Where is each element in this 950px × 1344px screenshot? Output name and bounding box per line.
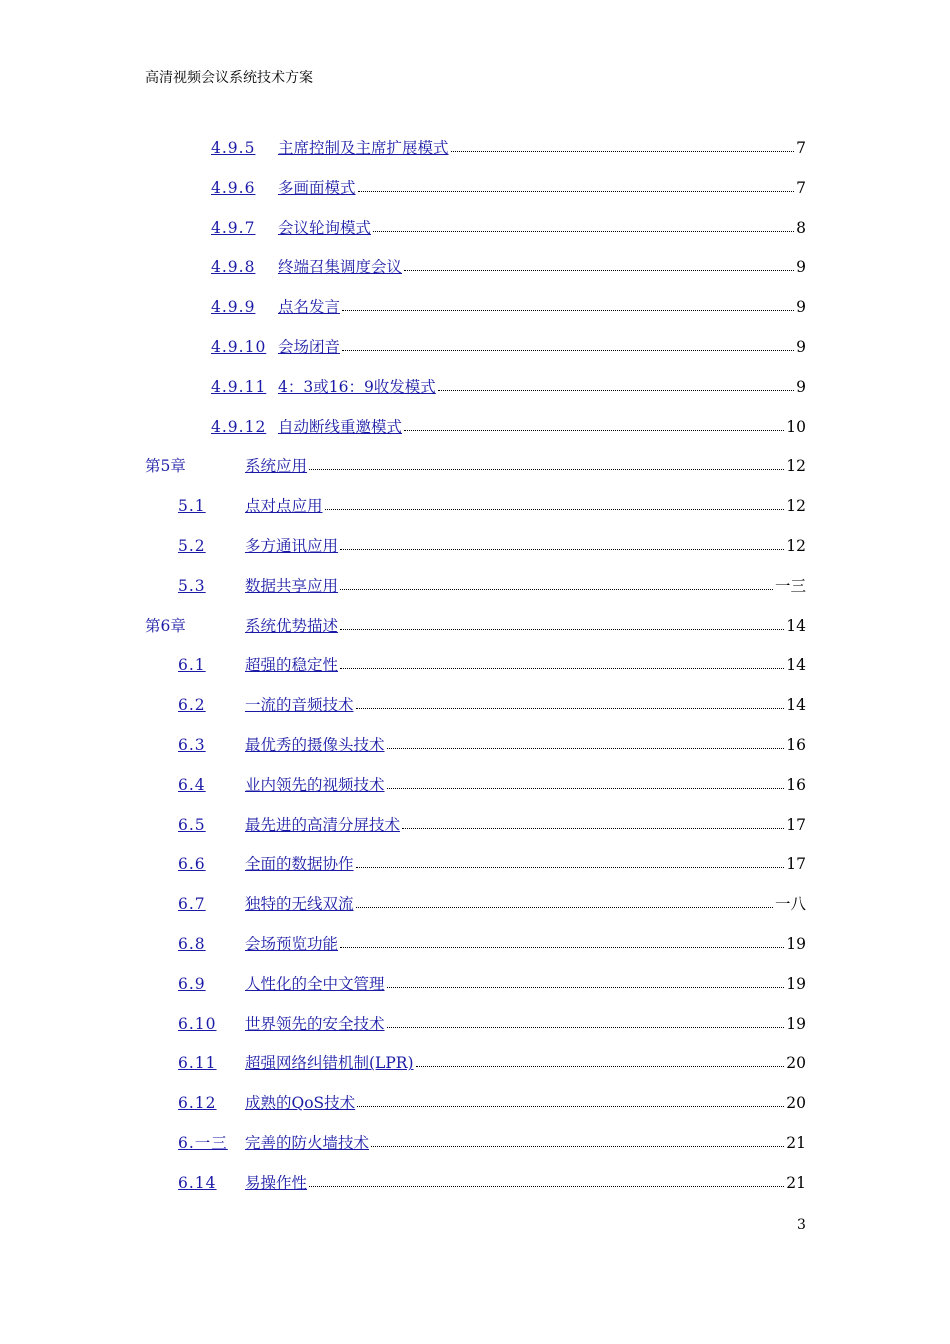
toc-entry[interactable] xyxy=(211,335,806,355)
toc-entry-page: 12 xyxy=(786,457,806,476)
toc-leader-dots xyxy=(387,748,785,749)
toc-entry-page: 7 xyxy=(796,178,806,197)
toc-entry-title[interactable]: 最先进的高清分屏技术 xyxy=(245,815,401,834)
toc-entry-number[interactable]: 6.11 xyxy=(178,1054,217,1073)
toc-entry-number[interactable]: 6.6 xyxy=(178,855,206,874)
toc-entry-page: 9 xyxy=(796,377,806,396)
toc-entry-page: 14 xyxy=(786,656,806,675)
toc-leader-dots xyxy=(340,629,784,630)
toc-entry-number[interactable]: 6.12 xyxy=(178,1094,217,1113)
toc-entry[interactable] xyxy=(178,1091,806,1111)
toc-leader-dots xyxy=(342,350,794,351)
toc-entry-number[interactable]: 6.10 xyxy=(178,1014,217,1033)
toc-entry-title[interactable]: 超强网络纠错机制(LPR) xyxy=(245,1054,414,1073)
toc-entry-title[interactable]: 易操作性 xyxy=(245,1173,308,1192)
toc-entry-page: 16 xyxy=(786,775,806,794)
toc-entry-number[interactable]: 5.2 xyxy=(178,537,206,555)
toc-entry-title[interactable]: 会议轮询模式 xyxy=(278,218,372,237)
toc-entry-page: 17 xyxy=(786,815,806,834)
toc-leader-dots xyxy=(340,549,784,550)
toc-entry-title[interactable]: 一流的音频技术 xyxy=(245,696,354,715)
toc-entry[interactable] xyxy=(178,852,806,872)
toc-entry-title[interactable]: 点名发言 xyxy=(278,298,341,317)
toc-entry-number[interactable]: 6.5 xyxy=(178,815,206,834)
toc-leader-dots xyxy=(404,270,794,271)
toc-entry-page: 9 xyxy=(796,338,806,356)
toc-entry-page: 19 xyxy=(786,1014,806,1033)
toc-entry-number[interactable]: 4.9.5 xyxy=(211,139,256,157)
toc-entry[interactable] xyxy=(178,574,806,594)
toc-entry-page: 12 xyxy=(786,497,806,516)
toc-entry-title[interactable]: 超强的稳定性 xyxy=(245,656,339,675)
toc-entry-number[interactable]: 4.9.11 xyxy=(211,377,267,396)
toc-leader-dots xyxy=(325,509,785,510)
toc-entry[interactable] xyxy=(211,295,806,315)
toc-entry[interactable] xyxy=(211,375,806,395)
toc-entry-page: 8 xyxy=(796,218,806,237)
toc-entry-page: 一八 xyxy=(774,895,806,914)
toc-entry-title[interactable]: 独特的无线双流 xyxy=(245,895,354,914)
toc-entry-number[interactable]: 4.9.12 xyxy=(211,417,267,436)
toc-leader-dots xyxy=(309,469,784,470)
toc-entry[interactable] xyxy=(178,693,806,713)
toc-entry[interactable] xyxy=(178,1171,806,1191)
toc-entry-page: 14 xyxy=(786,696,806,715)
toc-entry-page: 14 xyxy=(786,616,806,635)
toc-entry-number[interactable]: 6.1 xyxy=(178,656,206,675)
page-header: 高清视频会议系统技术方案 xyxy=(145,70,313,86)
toc-entry-title[interactable]: 点对点应用 xyxy=(245,497,323,516)
toc-entry-number[interactable]: 5.1 xyxy=(178,497,206,516)
toc-entry-number[interactable]: 6.8 xyxy=(178,935,206,953)
toc-leader-dots xyxy=(387,788,785,789)
toc-leader-dots xyxy=(356,867,785,868)
toc-entry-title[interactable]: 多画面模式 xyxy=(278,178,356,197)
toc-entry[interactable] xyxy=(145,614,806,634)
toc-entry-page: 21 xyxy=(786,1173,806,1192)
toc-entry-number[interactable]: 4.9.6 xyxy=(211,178,256,197)
toc-leader-dots xyxy=(438,390,794,391)
toc-entry-title[interactable]: 终端召集调度会议 xyxy=(278,258,403,277)
toc-leader-dots xyxy=(371,1146,784,1147)
toc-leader-dots xyxy=(404,430,784,431)
toc-entry[interactable] xyxy=(211,176,806,196)
toc-leader-dots xyxy=(309,1186,784,1187)
toc-entry[interactable] xyxy=(178,653,806,673)
toc-entry-title[interactable]: 会场预览功能 xyxy=(245,935,339,953)
toc-entry[interactable] xyxy=(145,454,806,474)
toc-entry-title[interactable]: 系统优势描述 xyxy=(245,616,339,635)
toc-entry[interactable] xyxy=(211,136,806,156)
toc-entry[interactable] xyxy=(178,733,806,753)
toc-leader-dots xyxy=(340,589,773,590)
toc-entry-page: 20 xyxy=(786,1054,806,1073)
toc-entry-number[interactable]: 第5章 xyxy=(145,457,186,476)
toc-entry[interactable] xyxy=(178,494,806,514)
toc-entry-title[interactable]: 会场闭音 xyxy=(278,338,341,356)
toc-leader-dots xyxy=(342,310,794,311)
toc-leader-dots xyxy=(357,1106,784,1107)
toc-entry-title[interactable]: 数据共享应用 xyxy=(245,576,339,595)
toc-entry-page: 19 xyxy=(786,935,806,953)
toc-entry-page: 7 xyxy=(796,139,806,157)
toc-leader-dots xyxy=(340,947,784,948)
toc-entry-page: 16 xyxy=(786,736,806,754)
toc-entry-number[interactable]: 第6章 xyxy=(145,616,186,635)
toc-entry-number[interactable]: 6.一三 xyxy=(178,1134,228,1152)
toc-entry[interactable] xyxy=(178,932,806,952)
toc-entry-number[interactable]: 4.9.7 xyxy=(211,218,256,237)
toc-entry[interactable] xyxy=(211,216,806,236)
toc-entry-title[interactable]: 业内领先的视频技术 xyxy=(245,775,385,794)
toc-entry-number[interactable]: 6.3 xyxy=(178,736,206,754)
toc-entry-title[interactable]: 系统应用 xyxy=(245,457,308,476)
toc-leader-dots xyxy=(373,231,794,232)
toc-entry-title[interactable]: 4：3或16：9收发模式 xyxy=(278,377,436,396)
toc-leader-dots xyxy=(451,151,795,152)
toc-entry-page: 10 xyxy=(786,417,806,436)
page-number: 3 xyxy=(797,1217,806,1233)
toc-entry-number[interactable]: 4.9.8 xyxy=(211,258,256,277)
toc-entry-title[interactable]: 主席控制及主席扩展模式 xyxy=(278,139,449,157)
toc-entry-number[interactable]: 5.3 xyxy=(178,576,206,595)
toc-entry-number[interactable]: 6.4 xyxy=(178,775,206,794)
toc-leader-dots xyxy=(402,828,784,829)
toc-entry[interactable] xyxy=(178,1012,806,1032)
toc-entry[interactable] xyxy=(211,415,806,435)
toc-entry-page: 一三 xyxy=(774,576,806,595)
toc-entry-title[interactable]: 世界领先的安全技术 xyxy=(245,1014,385,1033)
toc-entry-page: 19 xyxy=(786,974,806,993)
toc-entry-number[interactable]: 6.9 xyxy=(178,974,206,993)
toc-leader-dots xyxy=(358,191,795,192)
toc-entry-number[interactable]: 6.2 xyxy=(178,696,206,715)
toc-entry[interactable] xyxy=(178,813,806,833)
toc-entry-number[interactable]: 6.14 xyxy=(178,1173,217,1192)
toc-leader-dots xyxy=(387,987,785,988)
toc-entry-page: 17 xyxy=(786,855,806,874)
toc-entry-number[interactable]: 6.7 xyxy=(178,895,206,914)
toc-entry[interactable] xyxy=(178,773,806,793)
toc-leader-dots xyxy=(356,708,785,709)
toc-entry[interactable] xyxy=(178,972,806,992)
toc-entry-number[interactable]: 4.9.9 xyxy=(211,298,256,317)
toc-entry[interactable] xyxy=(178,534,806,554)
toc-entry-page: 9 xyxy=(796,258,806,277)
toc-leader-dots xyxy=(356,907,773,908)
toc-entry-page: 12 xyxy=(786,537,806,555)
toc-leader-dots xyxy=(416,1066,785,1067)
toc-entry-page: 21 xyxy=(786,1134,806,1152)
toc-entry[interactable] xyxy=(211,255,806,275)
toc-entry-page: 20 xyxy=(786,1094,806,1113)
toc-entry-number[interactable]: 4.9.10 xyxy=(211,338,267,356)
toc-entry-title[interactable]: 成熟的QoS技术 xyxy=(245,1094,356,1113)
toc-entry-title[interactable]: 自动断线重邀模式 xyxy=(278,417,403,436)
toc-entry-title[interactable]: 人性化的全中文管理 xyxy=(245,974,385,993)
toc-leader-dots xyxy=(387,1027,785,1028)
toc-entry-title[interactable]: 完善的防火墙技术 xyxy=(245,1134,370,1152)
toc-entry[interactable] xyxy=(178,1051,806,1071)
toc-entry-page: 9 xyxy=(796,298,806,317)
toc-entry-title[interactable]: 多方通讯应用 xyxy=(245,537,339,555)
toc-leader-dots xyxy=(340,668,784,669)
toc-entry[interactable] xyxy=(178,892,806,912)
toc-entry-title[interactable]: 全面的数据协作 xyxy=(245,855,354,874)
toc-entry-title[interactable]: 最优秀的摄像头技术 xyxy=(245,736,385,754)
toc-entry[interactable] xyxy=(178,1131,806,1151)
